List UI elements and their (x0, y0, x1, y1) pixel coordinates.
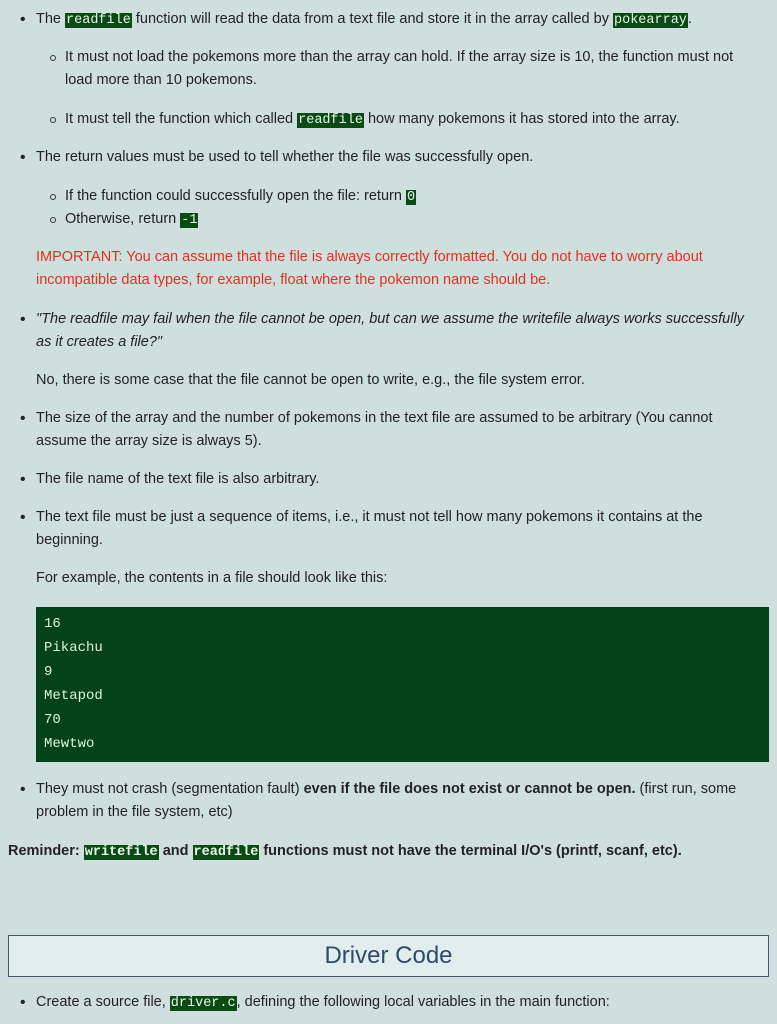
readfile-description: • The readfile function will read the data from a text file and store it in the array called by pokearray. (0, 8, 777, 32)
code-line: 16 (44, 616, 61, 632)
sub-item-array-limit: It must not load the pokemons more than the array can hold. If the array size is 10, the function must not load more than 10 pokemons. (0, 46, 777, 92)
array-size-item: • The size of the array and the number of pokemons in the text file are assumed to be arbitrary (You cannot assume the array size is always 5). (0, 407, 777, 453)
example-intro: For example, the contents in a file should look like this: (36, 570, 388, 586)
driver-code-heading: Driver Code (8, 935, 769, 977)
readfile-code: readfile (298, 113, 363, 128)
code-line: 70 (44, 712, 61, 728)
readfile-code: readfile (193, 845, 259, 860)
code-line: Mewtwo (44, 736, 95, 752)
code-line: Metapod (44, 688, 103, 704)
no-crash-item: • They must not crash (segmentation fault) even if the file does not exist or cannot be open. (first run, some problem in the file system, etc) (0, 778, 777, 824)
sub-item-return-minus-one: Otherwise, return -1 (0, 208, 777, 232)
code-line: Pikachu (44, 640, 103, 656)
readfile-code: readfile (66, 13, 131, 28)
zero-code: 0 (406, 190, 416, 205)
faq-answer: No, there is some case that the file cannot be open to write, e.g., the file system error. (36, 372, 585, 388)
sub-item-count-return: It must tell the function which called readfile how many pokemons it has stored into the array. (0, 108, 777, 132)
driver-c-code: driver.c (170, 996, 236, 1011)
important-note: IMPORTANT: You can assume that the file is always correctly formatted. You do not have to worry about incompatible data types, for example, float where the pokemon name should be. (36, 249, 703, 288)
reminder: Reminder: writefile and readfile functions must not have the terminal I/O's (printf, scanf, etc). (8, 843, 682, 860)
minus-one-code: -1 (181, 213, 198, 228)
file-name-item: • The file name of the text file is also arbitrary. (0, 468, 777, 491)
pokearray-code: pokearray (614, 13, 687, 28)
return-values-item: • The return values must be used to tell whether the file was successfully open. (0, 146, 777, 169)
code-line: 9 (44, 664, 53, 680)
driver-file-item: • Create a source file, driver.c, defining the following local variables in the main function: (0, 991, 777, 1015)
faq-question-item: • "The readfile may fail when the file cannot be open, but can we assume the writefile always works successfully as it creates a file?" (0, 308, 777, 354)
example-file-codeblock (36, 607, 769, 762)
writefile-code: writefile (84, 845, 158, 860)
sequence-item: • The text file must be just a sequence of items, i.e., it must not tell how many pokemons it contains at the beginning. (0, 506, 777, 552)
sub-item-return-zero: If the function could successfully open the file: return 0 (0, 185, 777, 209)
